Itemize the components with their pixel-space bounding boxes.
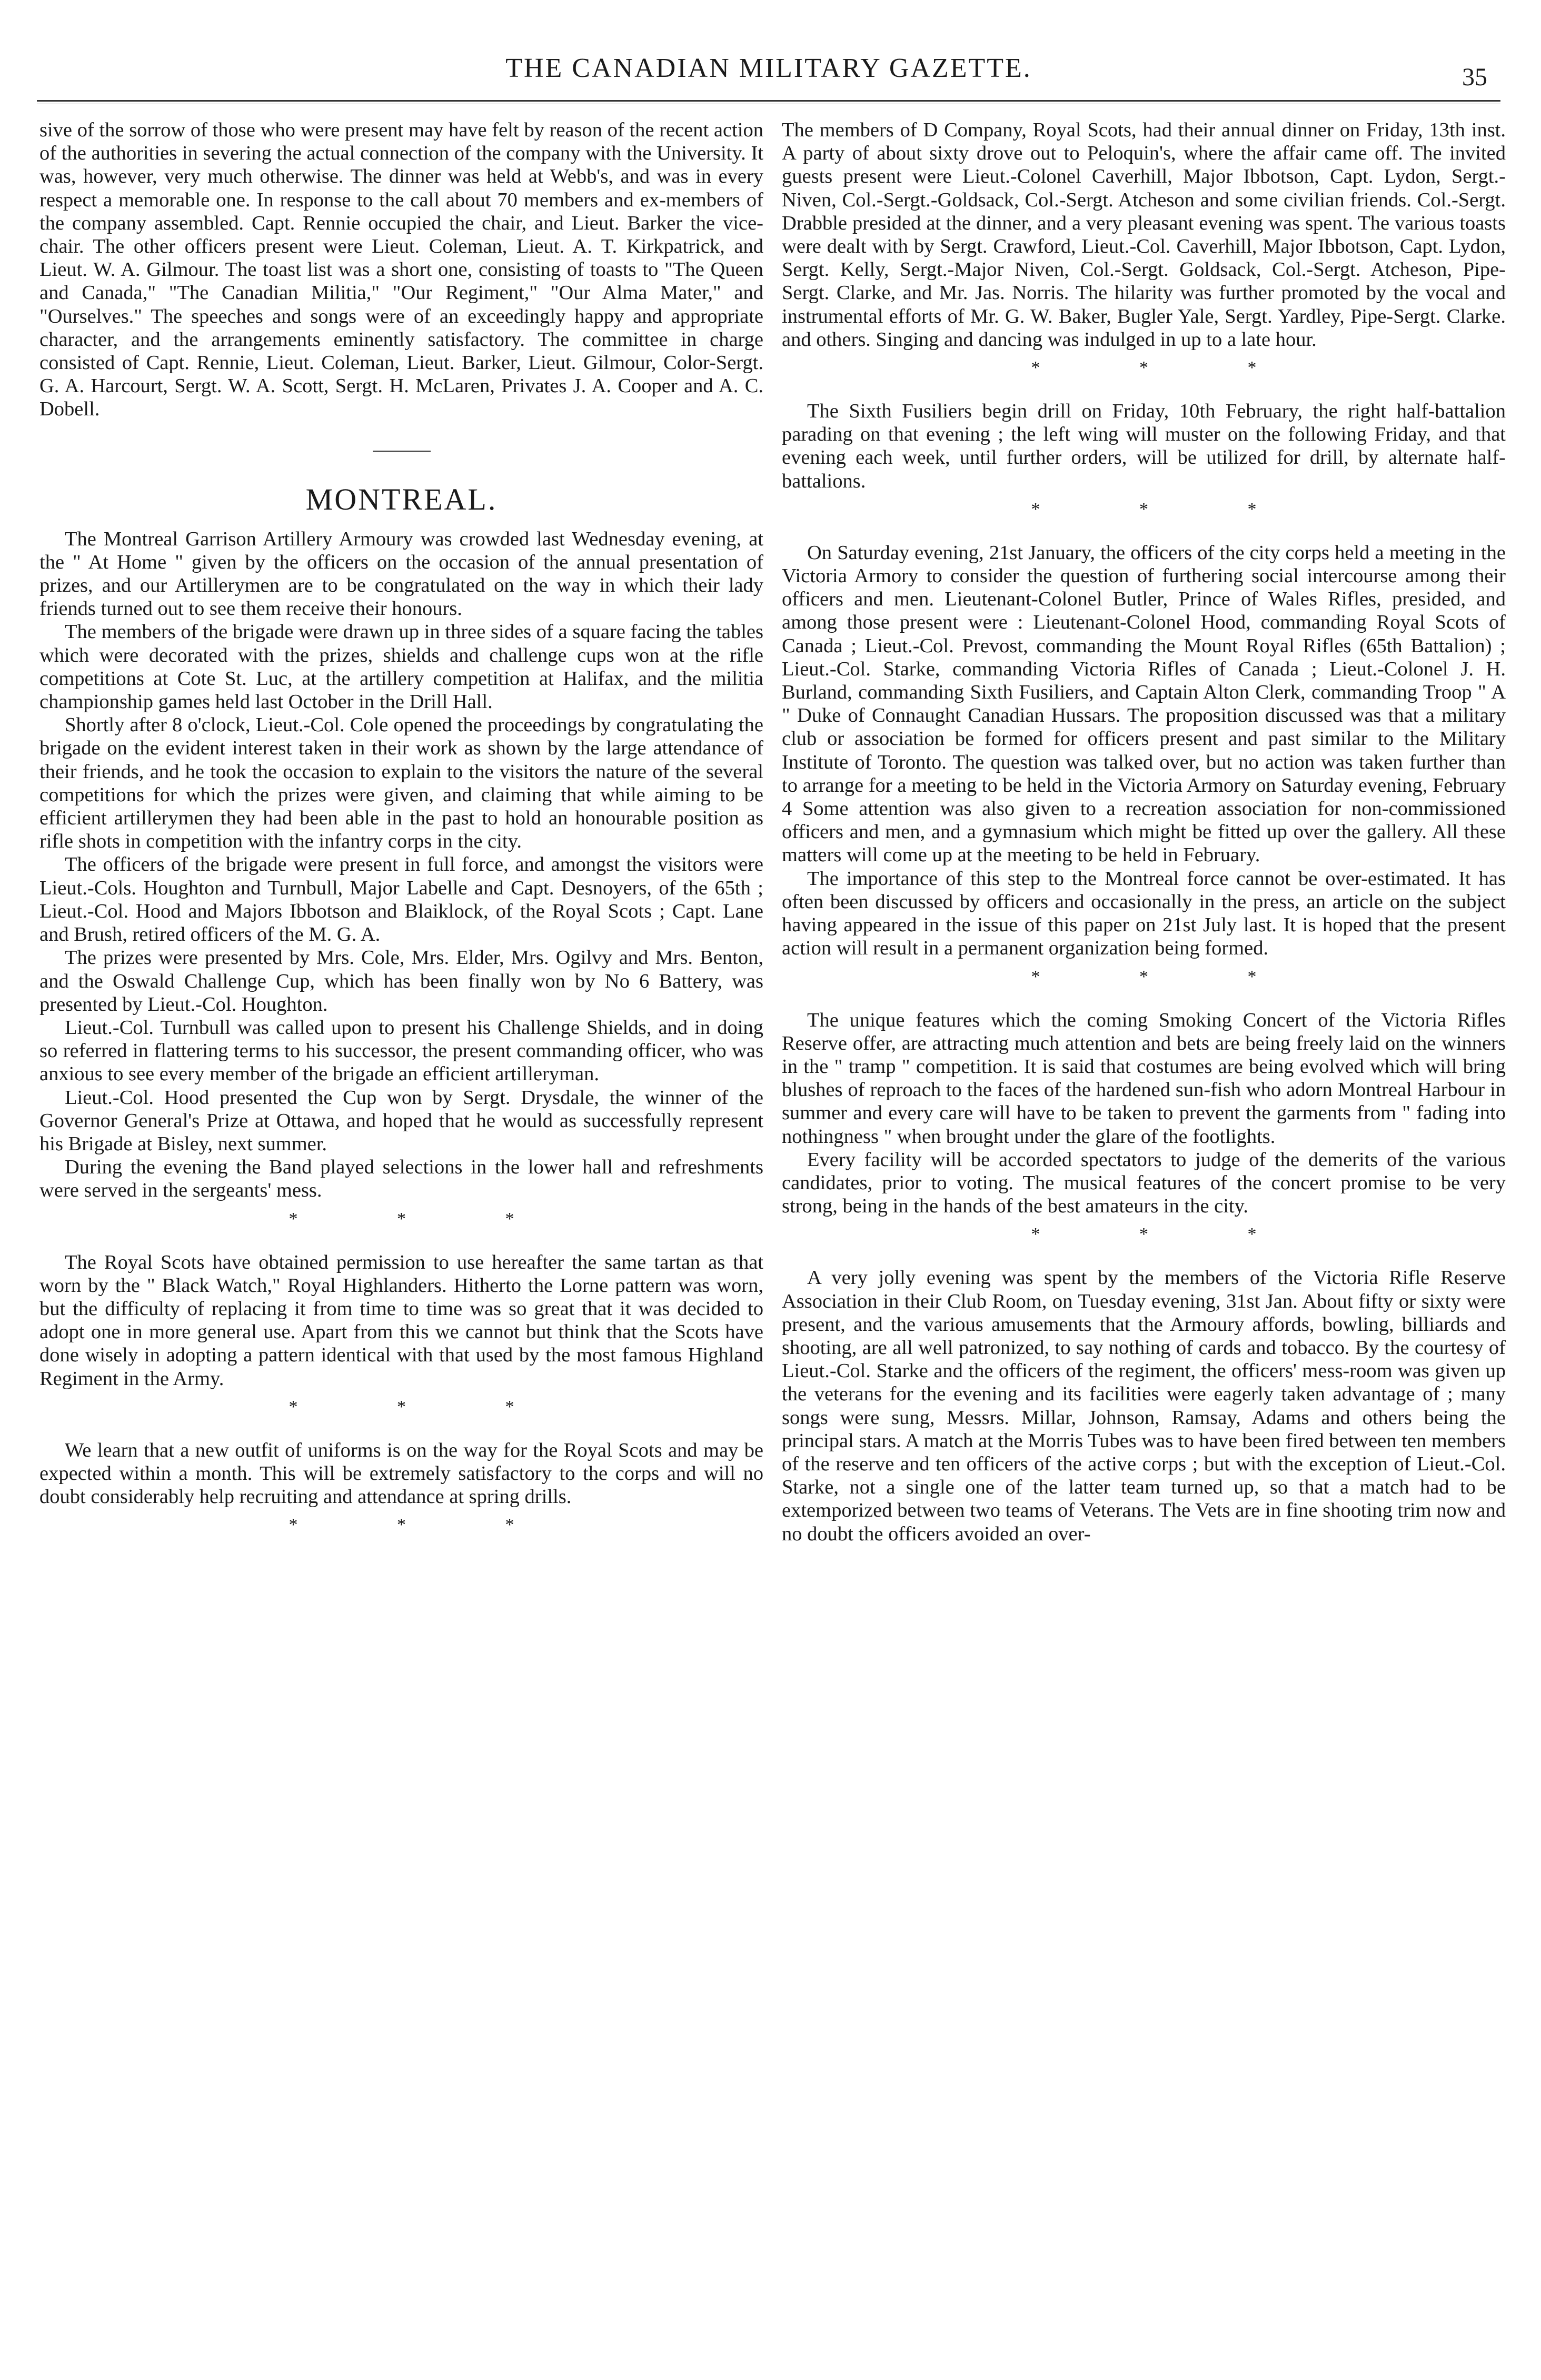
paragraph-turnbull: Lieut.-Col. Turnbull was called upon to present his Challenge Shields, and in doing so referred in flattering terms to his successor, the present commanding officer, who was anxious to see every member of the brigade an efficient artilleryman. xyxy=(39,1016,763,1086)
paragraph-prizes: The prizes were presented by Mrs. Cole, Mrs. Elder, Mrs. Ogilvy and Mrs. Benton, and the Oswald Challenge Cup, which has been finally won by No 6 Battery, was presented by Lieut.-Col. Houghton. xyxy=(39,947,763,1015)
asterism-separator: * * * xyxy=(289,1209,562,1229)
paragraph-band: During the evening the Band played selections in the lower hall and refreshments were served in the sergeants' mess. xyxy=(39,1156,763,1202)
asterism-separator: * * * xyxy=(1031,967,1304,987)
paragraph-smoking-concert: The unique features which the coming Smoking Concert of the Victoria Rifles Reserve offer, are attracting much attention and bets are being freely laid on the winners in the " tramp " competition. It is said that costumes are being evolved which will bring blushes of reproach to the faces of the hardened sun-fish who adorn Montreal Harbour in summer and every care will have to be taken to prevent the garments from " fading into nothingness " when brought under the glare of the footlights. xyxy=(782,1009,1506,1148)
paragraph-company-dinner: sive of the sorrow of those who were present may have felt by reason of the recent action of the authorities in severing the actual connection of the company with the University. It was, however, very much otherwise. The dinner was held at Webb's, and was in every respect a memorable one. In response to the call about 70 members and ex-members of the company assembled. Capt. Rennie occupied the chair, and Lieut. Barker the vice-chair. The other officers present were Lieut. Coleman, Lieut. A. T. Kirkpatrick, and Lieut. W. A. Gilmour. The toast list was a short one, consisting of toasts to "The Queen and Canada," "The Canadian Militia," "Our Regiment," "Our Alma Mater," and "Ourselves." The speeches and songs were of an exceedingly happy and appropriate character, and the arrangements eminently satisfactory. The committee in charge consisted of Capt. Rennie, Lieut. Coleman, Lieut. Barker, Lieut. Gilmour, Color-Sergt. G. A. Harcourt, Sergt. W. A. Scott, Sergt. H. McLaren, Privates J. A. Cooper and A. C. Dobell. xyxy=(39,119,763,421)
masthead-title: THE CANADIAN MILITARY GAZETTE. xyxy=(505,53,1032,83)
page-number: 35 xyxy=(1462,63,1487,91)
paragraph-uniforms: We learn that a new outfit of uniforms is on the way for the Royal Scots and may be expected within a month. This will be extremely satisfactory to the corps and will no doubt considerably help recruiting and attendance at spring drills. xyxy=(39,1439,763,1508)
left-column xyxy=(39,118,763,1544)
paragraph-garrison-artillery: The Montreal Garrison Artillery Armoury was crowded last Wednesday evening, at the " At Home " given by the officers on the occasion of the annual presentation of prizes, and our Artillerymen are to be congratulated on the way in which their lady friends turned out to see them receive their honours. xyxy=(39,527,763,620)
page-header xyxy=(39,50,1498,97)
right-column xyxy=(782,118,1506,1546)
paragraph-jolly-evening: A very jolly evening was spent by the members of the Victoria Rifle Reserve Association in their Club Room, on Tuesday evening, 31st Jan. About fifty or sixty were present, and the various amusements that the Armoury affords, bowling, billiards and shooting, are all well patronized, to say nothing of cards and tobacco. By the courtesy of Lieut.-Col. Starke and the officers of the regiment, the officers' mess-room was given up the veterans for the evening and its facilities were eagerly taken advantage of ; many songs were sung, Messrs. Millar, Johnson, Ramsay, Adams and others being the principal stars. A match at the Morris Tubes was to have been fired between ten members of the reserve and ten officers of the active corps ; but with the exception of Lieut.-Col. Starke, not a single one of the latter team turned up, so that a match had to be extemporized between two teams of Veterans. The Vets are in fine shooting trim now and no doubt the officers avoided an over- xyxy=(782,1267,1506,1545)
asterism-separator: * * * xyxy=(289,1397,562,1417)
paragraph-officers: The officers of the brigade were present in full force, and amongst the visitors were Lieut.-Cols. Houghton and Turnbull, Major Labelle and Capt. Desnoyers, of the 65th ; Lieut.-Col. Hood and Majors Ibbotson and Blaiklock, of the Royal Scots ; Capt. Lane and Brush, retired officers of the M. G. A. xyxy=(39,853,763,946)
paragraph-brigade: The members of the brigade were drawn up in three sides of a square facing the tables which were decorated with the prizes, shields and challenge cups won at the rifle competitions at Cote St. Luc, at the artillery competition at Halifax, and the militia championship games held last October in the Drill Hall. xyxy=(39,621,763,713)
header-rule xyxy=(37,100,1500,104)
paragraph-d-company: The members of D Company, Royal Scots, had their annual dinner on Friday, 13th inst. A party of about sixty drove out to Peloquin's, where the affair came off. The invited guests present were Lieut.-Colonel Caverhill, Major Ibbotson, Capt. Lydon, Sergt.-Niven, Col.-Sergt.-Goldsack, Col.-Sergt. Atcheson and some civilian friends. Col.-Sergt. Drabble presided at the dinner, and a very pleasant evening was spent. The various toasts were dealt with by Sergt. Crawford, Lieut.-Col. Caverhill, Major Ibbotson, Capt. Lydon, Sergt. Kelly, Sergt.-Major Niven, Col.-Sergt. Goldsack, Col.-Sergt. Atcheson, Pipe-Sergt. Clarke, and Mr. Jas. Norris. The hilarity was further promoted by the vocal and instrumental efforts of Mr. G. W. Baker, Bugler Yale, Sergt. Yardley, Pipe-Sergt. Clarke. and others. Singing and dancing was indulged in up to a late hour. xyxy=(782,119,1506,351)
paragraph-fusiliers: The Sixth Fusiliers begin drill on Friday, 10th February, the right half-battalion parading on that evening ; the left wing will muster on the following Friday, and that evening each week, until further orders, will be utilized for drill, by alternate half-battalions. xyxy=(782,400,1506,492)
paragraph-facility: Every facility will be accorded spectators to judge of the demerits of the various candidates, prior to voting. The musical features of the concert promise to be very strong, being in the hands of the best amateurs in the city. xyxy=(782,1148,1506,1218)
asterism-separator: * * * xyxy=(1031,1224,1304,1244)
paragraph-cole: Shortly after 8 o'clock, Lieut.-Col. Cole opened the proceedings by congratulating the brigade on the evident interest taken in their work as shown by the large attendance of their friends, and he took the occasion to explain to the visitors the nature of the several competitions for which the prizes were given, and claiming that while aiming to be efficient artillerymen they had been able in the past to hold an honourable position as rifle shots in competition with the infantry corps in the city. xyxy=(39,714,763,853)
asterism-separator: * * * xyxy=(1031,358,1304,378)
asterism-separator: * * * xyxy=(1031,499,1304,519)
paragraph-importance: The importance of this step to the Montreal force cannot be over-estimated. It has often been discussed by officers and occasionally in the press, an article on the subject having appeared in the issue of this paper on 21st July last. It is hoped that the present action will result in a permanent organization being formed. xyxy=(782,867,1506,960)
section-divider xyxy=(373,451,431,452)
paragraph-tartan: The Royal Scots have obtained permission to use hereafter the same tartan as that worn by the " Black Watch," Royal Highlanders. Hitherto the Lorne pattern was worn, but the difficulty of replacing it from time to time was so great that it was decided to adopt one in more general use. Apart from this we cannot but think that the Scots have done wisely in adopting a pattern identical with that used by the most famous Highland Regiment in the Army. xyxy=(39,1251,763,1390)
paragraph-hood: Lieut.-Col. Hood presented the Cup won by Sergt. Drysdale, the winner of the Governor General's Prize at Ottawa, and hoped that he would as successfully represent his Brigade at Bisley, next summer. xyxy=(39,1086,763,1155)
section-heading-montreal: MONTREAL. xyxy=(305,482,498,516)
paragraph-officers-meeting: On Saturday evening, 21st January, the officers of the city corps held a meeting in the Victoria Armory to consider the question of furthering social intercourse among their officers and men. Lieutenant-Colonel Butler, Prince of Wales Rifles, presided, and among those present were : Lieutenant-Colonel Hood, commanding Royal Scots of Canada ; Lieut.-Col. Prevost, commanding the Mount Royal Rifles (65th Battalion) ; Lieut.-Col. Starke, commanding Victoria Rifles of Canada ; Lieut.-Colonel J. H. Burland, commanding Sixth Fusiliers, and Captain Alton Clerk, commanding Troop " A " Duke of Connaught Canadian Hussars. The proposition discussed was that a military club or association be formed for officers present and past similar to the Military Institute of Toronto. The question was talked over, but no action was taken further than to arrange for a meeting to be held in the Victoria Armory on Saturday evening, February 4 Some attention was also given to a recreation association for non-commissioned officers and men, and a gymnasium which might be fitted up over the gallery. All these matters will come up at the meeting to be held in February. xyxy=(782,541,1506,867)
asterism-separator: * * * xyxy=(289,1515,562,1535)
